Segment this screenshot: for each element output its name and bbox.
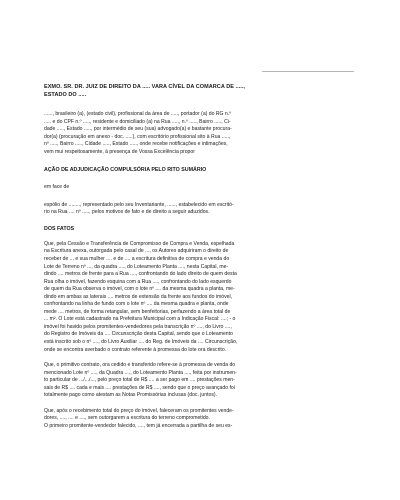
- paragraph-line: dor(a) (procuração em anexo - doc. .....), com escritório profissional sito à Rua .....,: [44, 133, 231, 140]
- paragraph-line: na Escritura anexa, outorgada pelo casal de ..., os Autores adquiriram o direito de: [44, 248, 229, 255]
- facts-title: DOS FATOS: [44, 225, 75, 232]
- paragraph-line: mencionado Lote nº ...., da Quadra ...., do Loteamento Planta ...., feita por instrumen-: [44, 369, 237, 376]
- paragraph-line: sais de R$ .... cada e mais .... prestações de R$ ...., sendo que o preço avançado foi: [44, 384, 235, 391]
- paragraph-line: mede .... metros, de forma retangular, sem benfeitorias, perfazendo a área total de: [44, 308, 231, 315]
- heading-line: ESTADO DO .....: [44, 92, 87, 98]
- action-title: AÇÃO DE ADJUDICAÇÃO COMPULSÓRIA PELO RITO SUMÁRIO: [44, 167, 207, 174]
- paragraph-line: dores, ...., .... e ...., sem outorgarem a escritura do terreno comprometido.: [44, 415, 210, 422]
- against-label: em face de: [44, 184, 70, 191]
- paragraph-line: está inscrito sob o nº ...., do Livro Auxiliar .... do Reg. de Imóveis da .... Circunscrição,: [44, 339, 238, 346]
- paragraph-line: ... m². O Lote está cadastrado na Prefeitura Municipal com a Indicação Fiscal: ....; - o: [44, 316, 236, 323]
- paragraph-line: ..... e do CPF n.º ....., residente e domiciliado (a) na Rua ....., n.º ....., Bairro ....., Ci-: [44, 118, 231, 125]
- paragraph-line: Que, o primitivo contrato, ora cedido e transferido refere-se à promessa de venda do: [44, 362, 236, 369]
- paragraph-line: Rua olha o imóvel, fazendo esquina com a Rua ...., confrontando do lado esquerdo: [44, 278, 232, 285]
- intro-paragraph: [44, 111, 364, 156]
- paragraph-line: Que, após o recebimento total do preço do imóvel, faleceram os promitentes vende-: [44, 407, 234, 414]
- paragraph-line: espólio de ........, representado pelo seu Inventariante, ......, estabelecido em escritó-: [44, 201, 234, 208]
- paragraph-line: dindo em ambas as laterais .... metros de extensão da frente aos fundos do imóvel,: [44, 293, 233, 300]
- heading-line: EXMO. SR. DR. JUIZ DE DIREITO DA ..... VARA CÍVEL DA COMARCA DE .....,: [44, 84, 246, 90]
- paragraph-line: confrontando na linha de fundo com o lote nº .... da mesma quadra e planta, onde: [44, 301, 229, 308]
- paragraph-line: de quem da Rua observa o imóvel, com o lote nº .... da mesma quadra a planta, me-: [44, 286, 235, 293]
- paragraph-line: ......, brasileiro (a), (estado civil), profissional da área de ....., portador (a) do RG n.º: [44, 111, 232, 117]
- paragraph-line: do Registro de Imóveis da .... Circunscrição desta Capital, sendo que o Loteamento: [44, 331, 233, 338]
- document-body: [44, 83, 364, 431]
- header-rule: [262, 71, 354, 72]
- paragraph-line: Lote de Terreno nº ..., da quadra ...., do Loteamento Planta ...., nesta Capital, me-: [44, 263, 229, 270]
- paragraph-line: O primeiro promitente-vendedor falecido, ...., tem já encerrada a partilha de seu es-: [44, 422, 233, 429]
- paragraph-line: receber de ... e sua mulher .... e de .... a escritura definitiva de compra e venda do: [44, 256, 230, 263]
- paragraph-line: dade ....., Estado ....., por intermédio de seu (sua) advogado(a) e bastante procura-: [44, 126, 232, 133]
- defendant-paragraph: [44, 202, 364, 217]
- facts-paragraph-2: [44, 362, 364, 400]
- paragraph-line: onde se encontra averbado o contrato referente à promessa do lote ora descrito.: [44, 346, 227, 353]
- paragraph-line: vem mui respeitosamente, à presença de Vossa Excelência propor: [44, 148, 195, 155]
- paragraph-line: Que, pela Cessão e Transferência de Compromisso de Compra e Venda, espelhada: [44, 240, 235, 247]
- paragraph-line: nº ....., Bairro ....., Cidade ....., Estado ....., onde recebe notificações e intimações,: [44, 141, 228, 148]
- paragraph-line: totalmente pago como atestam as Notas Promissórias inclusas (doc. juntos).: [44, 392, 217, 399]
- facts-paragraph-1: [44, 241, 364, 354]
- facts-paragraph-3: [44, 408, 364, 431]
- court-heading: [44, 83, 364, 99]
- paragraph-line: rio na Rua .... nº ....., pelos motivos de fato e de direito a seguir aduzidos.: [44, 209, 210, 216]
- paragraph-line: to particular de .../.../..., pelo preço total de R$ .... a ser pago em .... prestações men-: [44, 377, 235, 384]
- paragraph-line: imóvel foi havido pelos promitentes-vendedores pela transcrição nº ...., do Livro ....,: [44, 323, 232, 330]
- paragraph-line: dindo .... metros de frente para a Rua ...., confrontando do lado direito de quem desta: [44, 271, 237, 278]
